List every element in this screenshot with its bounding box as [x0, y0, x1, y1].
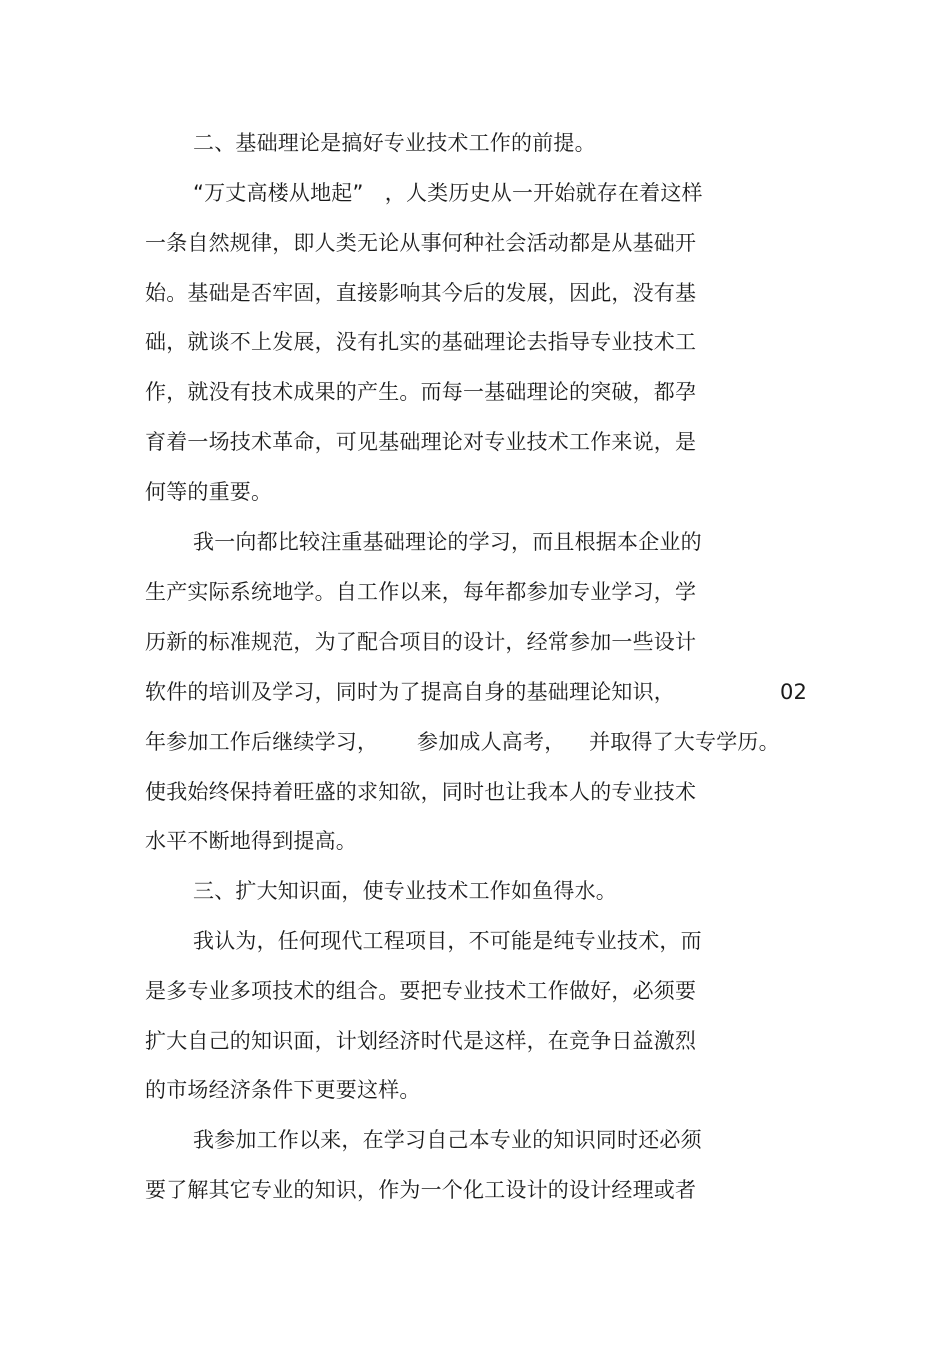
paragraph-line: 我参加工作以来，在学习自己本专业的知识同时还必须	[193, 1128, 702, 1152]
paragraph-line-part: 并取得了大专学历。	[589, 730, 780, 754]
paragraph-line: 础，就谈不上发展，没有扎实的基础理论去指导专业技术工	[145, 330, 697, 354]
section-heading: 三、扩大知识面，使专业技术工作如鱼得水。	[193, 879, 617, 903]
paragraph-line: 历新的标准规范，为了配合项目的设计，经常参加一些设计	[145, 630, 697, 654]
paragraph-line: 始。基础是否牢固，直接影响其今后的发展，因此，没有基	[145, 281, 697, 305]
paragraph-line: 我认为，任何现代工程项目，不可能是纯专业技术，而	[193, 929, 702, 953]
paragraph-line: 何等的重要。	[145, 480, 273, 504]
paragraph-line: 生产实际系统地学。自工作以来，每年都参加专业学习，学	[145, 580, 697, 604]
section-heading: 二、基础理论是搞好专业技术工作的前提。	[193, 131, 596, 155]
paragraph-line: 的市场经济条件下更要这样。	[145, 1078, 421, 1102]
paragraph-line: 扩大自己的知识面，计划经济时代是这样，在竞争日益激烈	[145, 1029, 697, 1053]
paragraph-line-part: 年参加工作后继续学习，	[145, 730, 379, 754]
year-fragment: 02	[780, 680, 808, 704]
paragraph-line: “万丈高楼从地起” ，人类历史从一开始就存在着这样	[193, 181, 703, 205]
paragraph-line: 我一向都比较注重基础理论的学习，而且根据本企业的	[193, 530, 702, 554]
paragraph-line: 一条自然规律，即人类无论从事何种社会活动都是从基础开	[145, 231, 697, 255]
paragraph-line: 育着一场技术革命，可见基础理论对专业技术工作来说，是	[145, 430, 697, 454]
paragraph-line: 使我始终保持着旺盛的求知欲，同时也让我本人的专业技术	[145, 780, 697, 804]
paragraph-line: 是多专业多项技术的组合。要把专业技术工作做好，必须要	[145, 979, 697, 1003]
paragraph-line-part: 参加成人高考，	[417, 730, 566, 754]
paragraph-line: 作，就没有技术成果的产生。而每一基础理论的突破，都孕	[145, 380, 697, 404]
paragraph-line: 软件的培训及学习，同时为了提高自身的基础理论知识，	[145, 680, 675, 704]
paragraph-line: 要了解其它专业的知识，作为一个化工设计的设计经理或者	[145, 1178, 697, 1202]
paragraph-line: 水平不断地得到提高。	[145, 829, 357, 853]
